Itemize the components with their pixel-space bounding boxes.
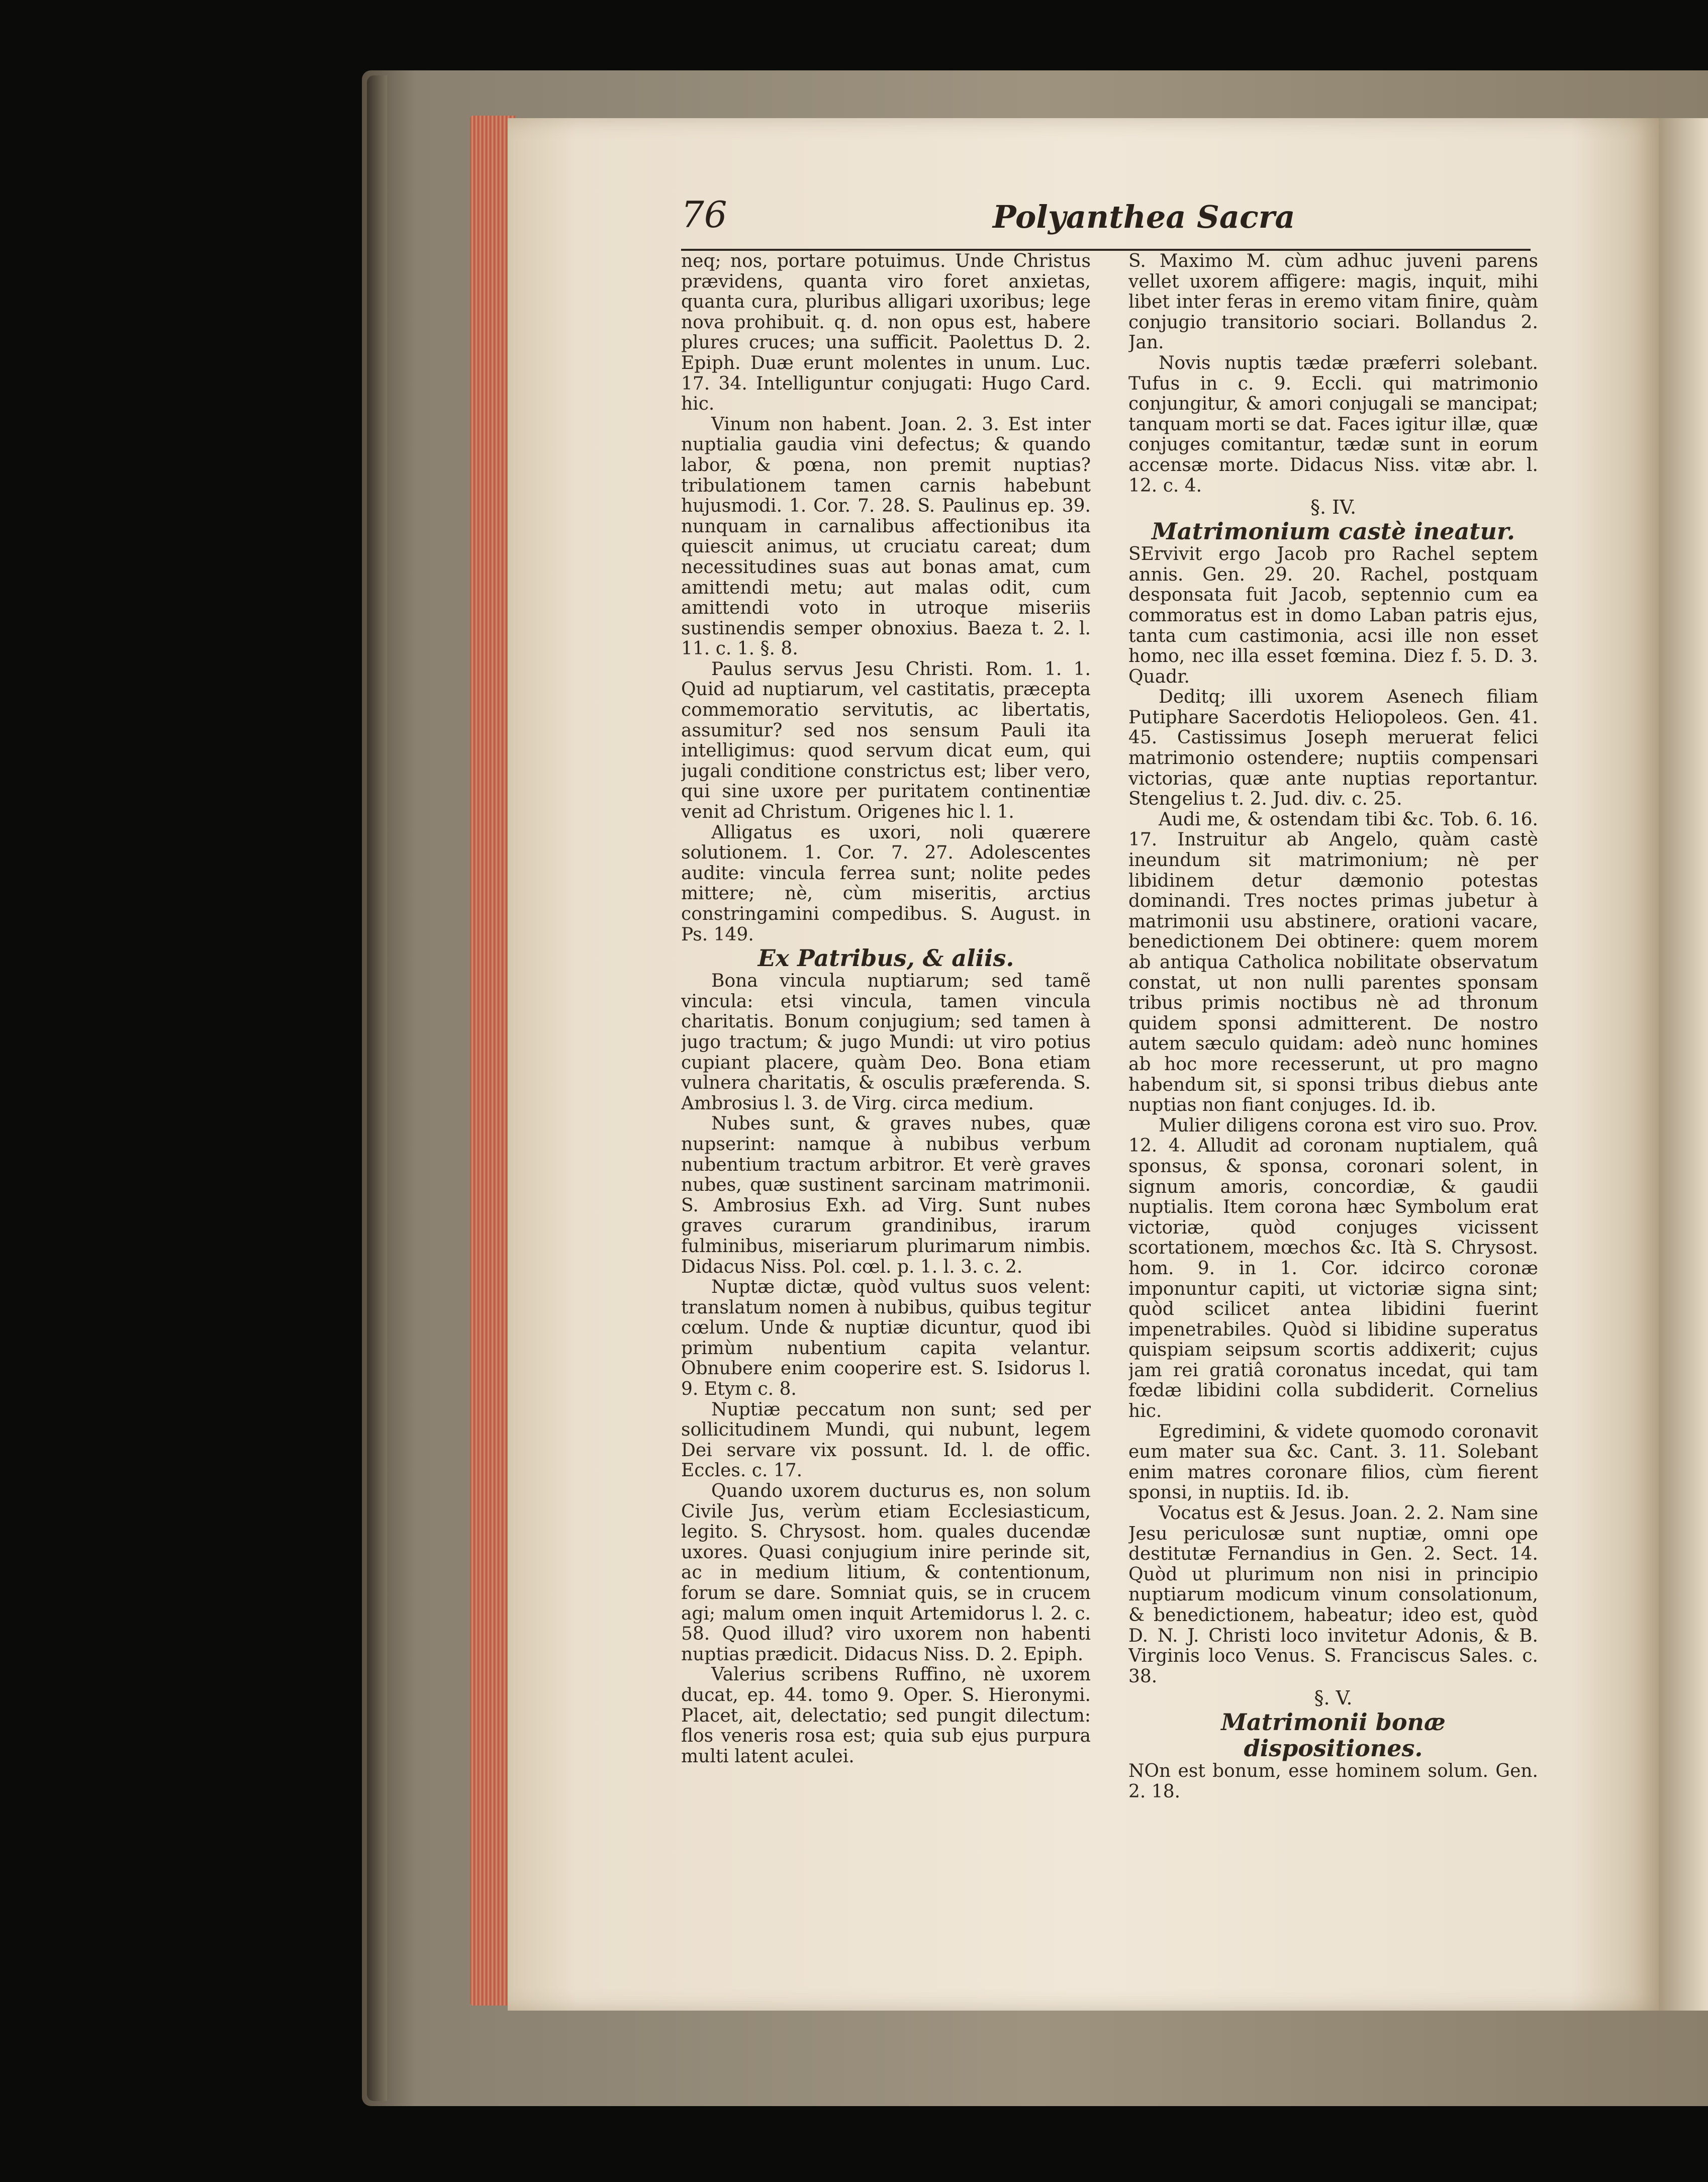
paragraph: NOn est bonum, esse hominem solum. Gen. 2. 18.	[1128, 1761, 1538, 1802]
section-heading: Matrimonium castè ineatur.	[1151, 518, 1515, 545]
facing-page-strip	[1659, 118, 1708, 2011]
paragraph: Alligatus es uxori, noli quærere solutionem. 1. Cor. 7. 27. Adolescentes audite: vincula ferrea sunt; nolite pedes mittere; nè, cùm miseritis, arctius constringamini compedibus. S. August. in Ps. 149.	[681, 822, 1091, 945]
page-header	[681, 194, 1531, 251]
paragraph: Nuptæ dictæ, quòd vultus suos velent: translatum nomen à nubibus, quibus tegitur cœlum. Unde & nuptiæ dicuntur, quod ibi primùm nubentium capita velantur. Obnubere enim cooperire est. S. Isidorus l. 9. Etym c. 8.	[681, 1277, 1091, 1400]
section-heading: Matrimonii bonæ dispositiones.	[1221, 1709, 1446, 1762]
paragraph: Novis nuptis tædæ præferri solebant. Tufus in c. 9. Eccli. qui matrimonio conjungitur, & amori conjugali se mancipat; tanquam morti se dat. Faces igitur illæ, quæ conjuges comitantur, tædæ sunt in eorum accensæ morte. Didacus Niss. vitæ abr. l. 12. c. 4.	[1128, 352, 1538, 496]
paragraph: Valerius scribens Ruffino, nè uxorem ducat, ep. 44. tomo 9. Oper. S. Hieronymi. Placet, ait, delectatio; sed pungit dilectum: flos veneris rosa est; quia sub ejus purpura multi latent aculei.	[681, 1664, 1091, 1767]
paragraph: Egredimini, & videte quomodo coronavit eum mater sua &c. Cant. 3. 11. Solebant enim matres coronare filios, cùm fierent sponsi, in nuptiis. Id. ib.	[1128, 1421, 1538, 1503]
right-text-column	[1128, 251, 1538, 1910]
section-heading: Ex Patribus, & aliis.	[757, 944, 1014, 972]
section-number: §. IV.	[1310, 496, 1357, 519]
paragraph: S. Maximo M. cùm adhuc juveni parens vellet uxorem affigere: magis, inquit, mihi libet inter feras in eremo vitam finire, quàm conjugio transitorio sociari. Bollandus 2. Jan.	[1128, 251, 1538, 353]
paragraph: Bona vincula nuptiarum; sed tamẽ vincula: etsi vincula, tamen vincula charitatis. Bonum conjugium; sed tamen à jugo tractum; & jugo Mundi: ut viro potius cupiant placere, quàm Deo. Bona etiam vulnera charitatis, & osculis præferenda. S. Ambrosius l. 3. de Virg. circa medium.	[681, 971, 1091, 1114]
left-text-column	[681, 251, 1091, 1910]
paragraph: neq; nos, portare potuimus. Unde Christus prævidens, quanta viro foret anxietas, quanta cura, pluribus alligari uxoribus; lege nova prohibuit. q. d. non opus est, habere plures cruces; una sufficit. Paolettus D. 2. Epiph. Duæ erunt molentes in unum. Luc. 17. 34. Intelliguntur conjugati: Hugo Card. hic.	[681, 251, 1091, 415]
book-spine-edge	[367, 75, 387, 2101]
paragraph: Quando uxorem ducturus es, non solum Civile Jus, verùm etiam Ecclesiasticum, legito. S. Chrysost. hom. quales ducendæ uxores. Quasi conjugium inire perinde sit, ac in medium litium, & contentionum, forum se dare. Somniat quis, se in crucem agi; malum omen inquit Artemidorus l. 2. c. 58. Quod illud? viro uxorem non habenti nuptias prædicit. Didacus Niss. D. 2. Epiph.	[681, 1481, 1091, 1665]
page-number: 76	[681, 194, 727, 236]
paragraph: Audi me, & ostendam tibi &c. Tob. 6. 16. 17. Instruitur ab Angelo, quàm castè ineundum sit matrimonium; nè per libidinem detur dæmonio potestas dominandi. Tres noctes primas jubetur à matrimonii usu abstinere, orationi vacare, benedictionem Dei obtinere: quem morem ab antiqua Catholica nobilitate observatum constat, ut non nulli parentes sponsam tribus primis noctibus nè ad thronum quidem sponsi admitterent. De nostro autem sæculo quidam: adeò nunc homines ab hoc more recesserunt, ut pro magno habendum sit, si sponsi tribus diebus ante nuptias non fiant conjuges. Id. ib.	[1128, 809, 1538, 1116]
section-number: §. V.	[1314, 1687, 1353, 1710]
paragraph: SErvivit ergo Jacob pro Rachel septem annis. Gen. 29. 20. Rachel, postquam desponsata fuit Jacob, septennio cum ea commoratus est in domo Laban patris ejus, tanta cum castimonia, acsi ille non esset homo, nec illa esset fœmina. Diez f. 5. D. 3. Quadr.	[1128, 544, 1538, 687]
running-title: Polyanthea Sacra	[993, 199, 1295, 235]
paragraph: Nuptiæ peccatum non sunt; sed per sollicitudinem Mundi, qui nubunt, legem Dei servare vix possunt. Id. l. de offic. Eccles. c. 17.	[681, 1399, 1091, 1481]
paragraph: Mulier diligens corona est viro suo. Prov. 12. 4. Alludit ad coronam nuptialem, quâ sponsus, & sponsa, coronari solent, in signum amoris, concordiæ, & gaudii nuptialis. Item corona hæc Symbolum erat victoriæ, quòd conjuges vicissent scortationem, mœchos &c. Ità S. Chrysost. hom. 9. in 1. Cor. idcirco coronæ imponuntur capiti, ut victoriæ signa sint; quòd scilicet antea libidini fuerint impenetrabiles. Quòd si libidine superatus quispiam seipsum scortis addixerit; cujus jam rei gratiâ coronatus incedat, qui tam fœdæ libidini colla subdiderit. Cornelius hic.	[1128, 1115, 1538, 1422]
paragraph: Paulus servus Jesu Christi. Rom. 1. 1. Quid ad nuptiarum, vel castitatis, præcepta commemoratio servitutis, ac libertatis, assumitur? sed nos sensum Pauli ita intelligimus: quod servum dicat eum, qui jugali conditione constrictus est; liber vero, qui sine uxore per puritatem continentiæ venit ad Christum. Origenes hic l. 1.	[681, 658, 1091, 823]
paragraph: Vinum non habent. Joan. 2. 3. Est inter nuptialia gaudia vini defectus; & quando labor, & pœna, non premit nuptias? tribulationem tamen carnis habebunt hujusmodi. 1. Cor. 7. 28. S. Paulinus ep. 39. nunquam in carnalibus affectionibus ita quiescit animus, ut cruciatu careat; dum necessitudines suas aut bonas amat, cum amittendi metu; aut malas odit, cum amittendi voto in utroque miseriis sustinendis semper obnoxius. Baeza t. 2. l. 11. c. 1. §. 8.	[681, 414, 1091, 659]
paragraph: Deditq; illi uxorem Asenech filiam Putiphare Sacerdotis Heliopoleos. Gen. 41. 45. Castissimus Joseph meruerat felici matrimonio ostendere; nuptiis compensari victorias, quæ ante nuptias reportantur. Stengelius t. 2. Jud. div. c. 25.	[1128, 687, 1538, 810]
paragraph: Nubes sunt, & graves nubes, quæ nupserint: namque à nubibus verbum nubentium tractum arbitror. Et verè graves nubes, quæ sustinent sarcinam matrimonii. S. Ambrosius Exh. ad Virg. Sunt nubes graves curarum grandinibus, irarum fulminibus, miseriarum plurimarum nimbis. Didacus Niss. Pol. cœl. p. 1. l. 3. c. 2.	[681, 1113, 1091, 1277]
paragraph: Vocatus est & Jesus. Joan. 2. 2. Nam sine Jesu periculosæ sunt nuptiæ, omni ope destitutæ Fernandius in Gen. 2. Sect. 14. Quòd ut plurimum non nisi in principio nuptiarum modicum vinum consolationum, & benedictionem, habeatur; ideo est, quòd D. N. J. Christi loco invitetur Adonis, & B. Virginis loco Venus. S. Franciscus Sales. c. 38.	[1128, 1503, 1538, 1687]
